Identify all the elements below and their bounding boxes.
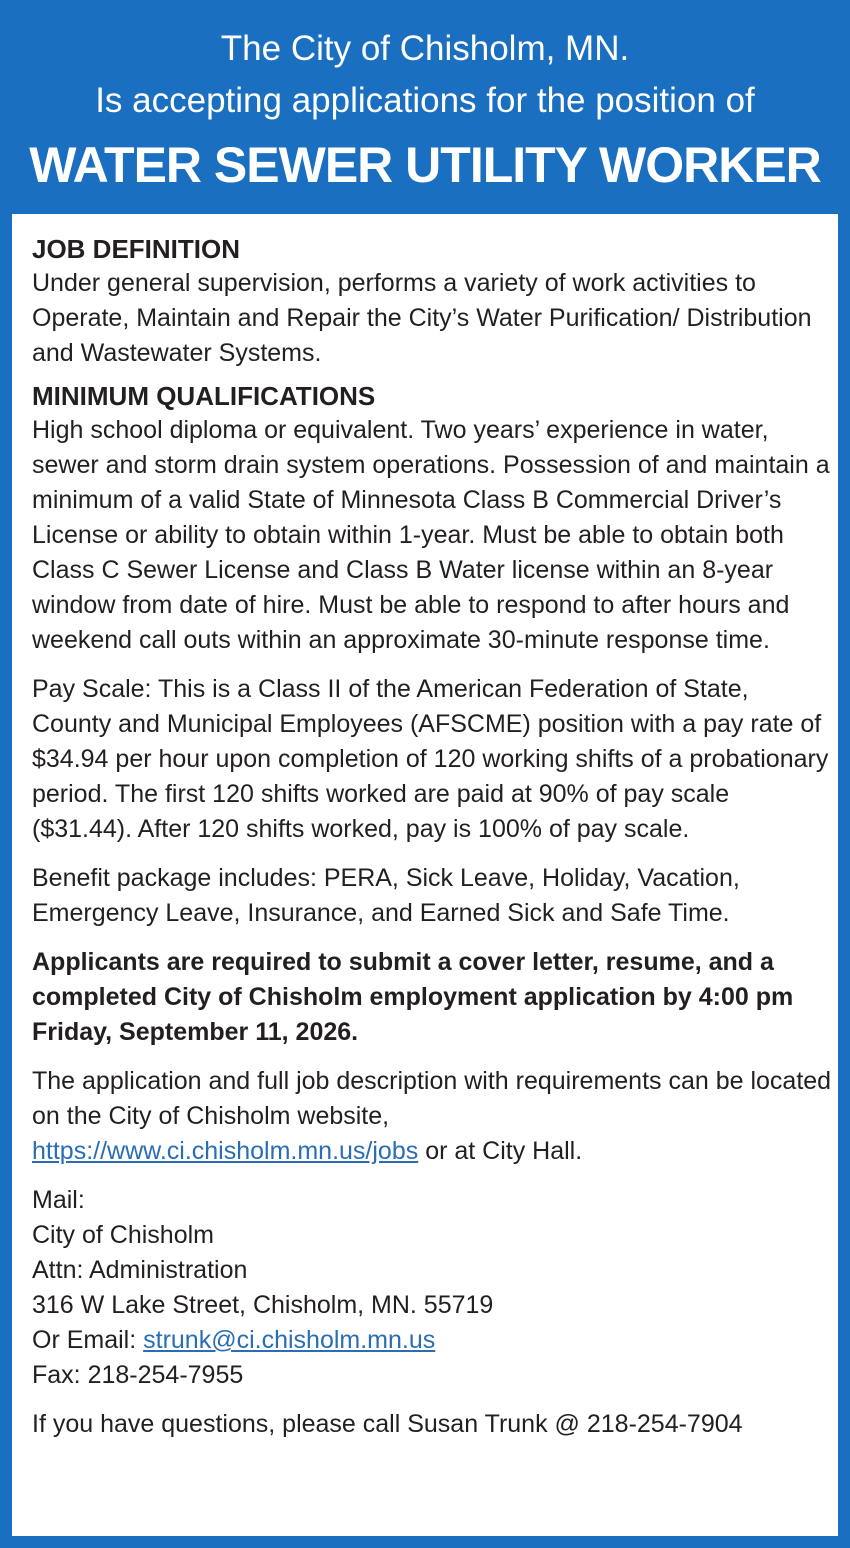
benefits-text: Benefit package includes: PERA, Sick Leave, Holiday, Vacation, Emergency Leave, Insurance, and Earned Sick and Safe Time. [32,864,740,927]
job-definition-title: JOB DEFINITION [32,234,241,264]
mail-attn: Attn: Administration [32,1256,248,1284]
content-panel [12,214,838,1536]
mail-block [32,1183,832,1393]
content-body [32,232,832,1442]
mail-name: City of Chisholm [32,1221,214,1249]
mail-address: 316 W Lake Street, Chisholm, MN. 55719 [32,1291,494,1319]
application-text: The application and full job description with requirements can be located on the City of Chisholm website, [32,1067,832,1130]
application-info [32,1064,832,1169]
questions-text: If you have questions, please call Susan Trunk @ 218-254-7904 [32,1410,743,1438]
min-qualifications-title: MINIMUM QUALIFICATIONS [32,381,376,411]
job-definition-text: Under general supervision, performs a variety of work activities to Operate, Maintain and Repair the City’s Water Purification/ Distribution and Wastewater Systems. [32,269,812,367]
header-banner [0,0,850,214]
application-suffix: or at City Hall. [418,1137,583,1165]
pay-scale-text: Pay Scale: This is a Class II of the American Federation of State, County and Municipal Employees (AFSCME) position with a pay rate of $34.94 per hour upon completion of 120 working shifts of a probationary period. The first 120 shifts worked are paid at 90% of pay scale ($31.44). After 120 shifts worked, pay is 100% of pay scale. [32,675,829,843]
min-qualifications-text: High school diploma or equivalent. Two years’ experience in water, sewer and storm drain system operations. Possession of and maintain a minimum of a valid State of Minnesota Class B Commercial Driver’s License or ability to obtain within 1-year. Must be able to obtain both Class C Sewer License and Class B Water license within an 8-year window from date of hire. Must be able to respond to after hours and weekend call outs within an approximate 30-minute response time. [32,416,830,654]
header-line-1: The City of Chisholm, MN. [220,29,630,68]
mail-label: Mail: [32,1186,85,1214]
fax-number: Fax: 218-254-7955 [32,1361,244,1389]
deadline-text: Applicants are required to submit a cover letter, resume, and a completed City of Chisholm employment application by 4:00 pm Friday, September 11, 2026. [32,948,794,1046]
job-title: WATER SEWER UTILITY WORKER [29,137,821,193]
jobs-link[interactable]: https://www.ci.chisholm.mn.us/jobs [32,1137,419,1165]
email-link[interactable]: strunk@ci.chisholm.mn.us [143,1326,436,1354]
email-label: Or Email: [32,1326,144,1354]
header-line-2: Is accepting applications for the position of [95,81,755,120]
